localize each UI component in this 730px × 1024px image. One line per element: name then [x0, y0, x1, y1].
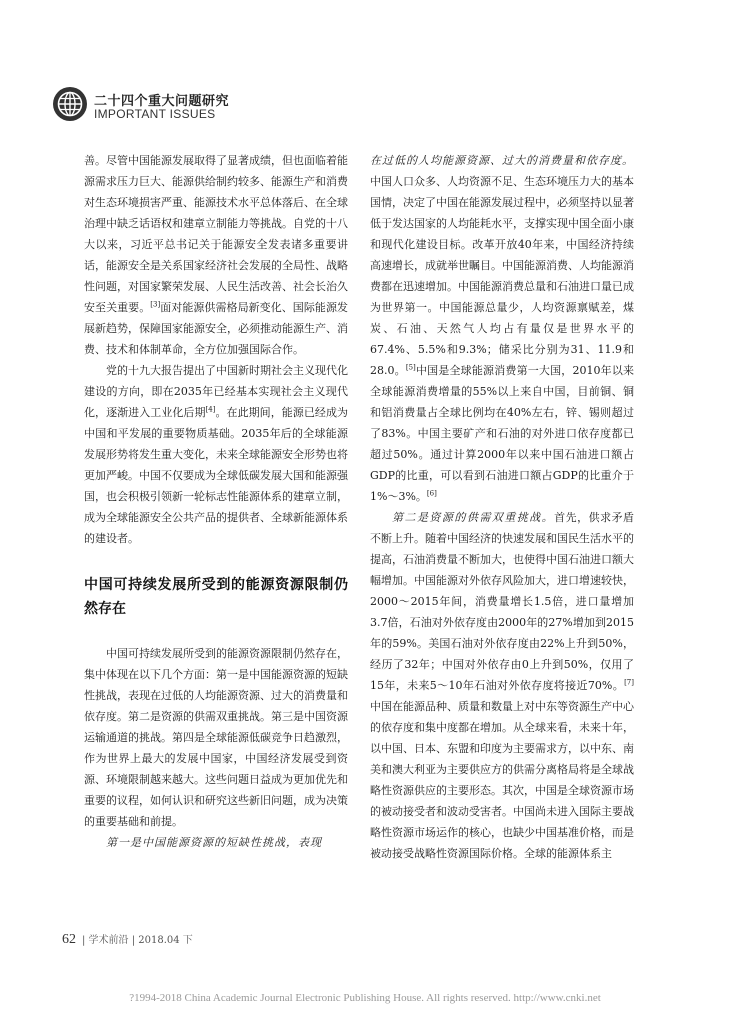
page-header — [52, 86, 312, 126]
right-column — [370, 150, 634, 864]
italic-lead: 第二是资源的供需双重挑战。 — [392, 511, 555, 524]
paragraph-text: 中国是全球能源消费第一大国，2010年以来全球能源消费增量的55%以上来自中国，目前铜、铜和铝消费量占全球比例均在40%左右，锌、锡则超过了83%。中国主要矿产和石油的对外进口依存度都已超过50%。通过计算2000年以来中国石油进口额占GDP的比重，可以看到石油进口额占GDP的比重介于1%～3%。 — [370, 364, 634, 503]
paragraph: 中国可持续发展所受到的能源资源限制仍然存在，集中体现在以下几个方面：第一是中国能源资源的短缺性挑战，表现在过低的人均能源资源、过大的消费量和依存度。第二是资源的供需双重挑战。第三是中国资源运输通道的挑战。第四是全球能源低碳竞争日趋激烈，作为世界上最大的发展中国家，中国经济发展受到资源、环境限制越来越大。这些问题日益成为更加优先和重要的议程，如何认识和研究这些新旧问题，成为决策的重要基础和前提。 — [84, 647, 348, 828]
paragraph-text: 面对能源供需格局新变化、国际能源发展新趋势，保障国家能源安全，必须推动能源生产、消费、技术和体制革命，全方位加强国际合作。 — [84, 301, 348, 356]
page-number: 62 — [62, 932, 76, 947]
paragraph-text: 党的十九大报告提出了中国新时期社会主义现代化建设的方向，即在2035年已经基本实现社会主义现代化，逐渐进入工业化后期 — [84, 364, 348, 419]
paragraph-text: 中国在能源品种、质量和数量上对中东等资源生产中心的依存度和集中度都在增加。从全球来看，未来十年，以中国、日本、东盟和印度为主要需求方，以中东、南美和澳大利亚为主要供应方的供需分离格局将是全球战略性资源供应的主要形态。其次，中国是全球资源市场的被动接受者和波动受害者。中国尚未进入国际主要战略性资源市场运作的核心，也缺少中国基准价格，而是被动接受战略性资源国际价格。全球的能源体系主 — [370, 700, 634, 860]
paragraph-text: 首先，供求矛盾不断上升。随着中国经济的快速发展和国民生活水平的提高，石油消费量不断加大，也使得中国石油进口额大幅增加。中国能源对外依存风险加大，进口增速较快，2000～2015年间，消费量增长1.5倍，进口量增加3.7倍，石油对外依存度由2000年的27%增加到2015年的59%。美国石油对外依存度由22%上升到50%，经历了32年；中国对外依存由0上升到50%，仅用了15年，未来5～10年石油对外依存度将接近70%。 — [370, 511, 635, 692]
paragraph — [84, 150, 348, 360]
paragraph — [84, 832, 348, 853]
citation: [3] — [150, 300, 161, 309]
paragraph-text: 。在此期间，能源已经成为中国和平发展的重要物质基础。2035年后的全球能源发展形势将发生重大变化，未来全球能源安全形势也将更加严峻。中国不仅要成为全球低碳发展大国和能源强国，也会积极引领新一轮标志性能源体系的建章立制，成为全球能源安全公共产品的提供者、全球新能源体系的建设者。 — [84, 406, 348, 545]
paragraph — [370, 507, 634, 864]
journal-label: | 学术前沿 | 2018.04 下 — [82, 935, 193, 946]
paragraph-text: 善。尽管中国能源发展取得了显著成绩，但也面临着能源需求压力巨大、能源供给制约较多、能源生产和消费对生态环境损害严重、能源技术水平总体落后、在全球治理中缺乏话语权和建章立制能力等挑战。自党的十八大以来，习近平总书记关于能源安全发表诸多重要讲话，能源安全是关系国家经济社会发展的全局性、战略性问题，对国家繁荣发展、人民生活改善、社会长治久安至关重要。 — [84, 154, 348, 314]
citation: [4] — [205, 405, 216, 414]
globe-icon — [52, 86, 88, 122]
paragraph-text: 中国人口众多、人均资源不足、生态环境压力大的基本国情，决定了中国在能源发展过程中，必须坚持以显著低于发达国家的人均能耗水平，支撑实现中国全面小康和现代化建设目标。改革开放40年来，中国经济持续高速增长，成就举世瞩目。中国能源消费、人均能源消费都在迅速增加。中国能源消费总量和石油进口量已成为世界第一。中国能源总量少，人均资源禀赋差，煤炭、石油、天然气人均占有量仅是世界水平的67.4%、5.5%和9.3%；储采比分别为31、11.9和28.0。 — [370, 175, 634, 377]
copyright-line: ?1994-2018 China Academic Journal Electronic Publishing House. All rights reserved. http://www.cnki.net — [129, 992, 601, 1004]
left-column — [84, 150, 348, 853]
section-heading: 中国可持续发展所受到的能源资源限制仍然存在 — [84, 577, 348, 617]
citation: [5] — [405, 363, 416, 372]
header-title-en: IMPORTANT ISSUES — [94, 107, 216, 121]
page-footer — [62, 931, 193, 948]
citation: [7] — [624, 678, 634, 687]
header-title-cn: 二十四个重大问题研究 — [94, 94, 230, 109]
italic-lead: 在过低的人均能源资源、过大的消费量和依存度。 — [370, 154, 634, 167]
paragraph — [84, 360, 348, 549]
citation: [6] — [426, 489, 437, 498]
italic-lead: 第一是中国能源资源的短缺性挑战，表现 — [106, 836, 322, 849]
paragraph — [370, 150, 634, 507]
